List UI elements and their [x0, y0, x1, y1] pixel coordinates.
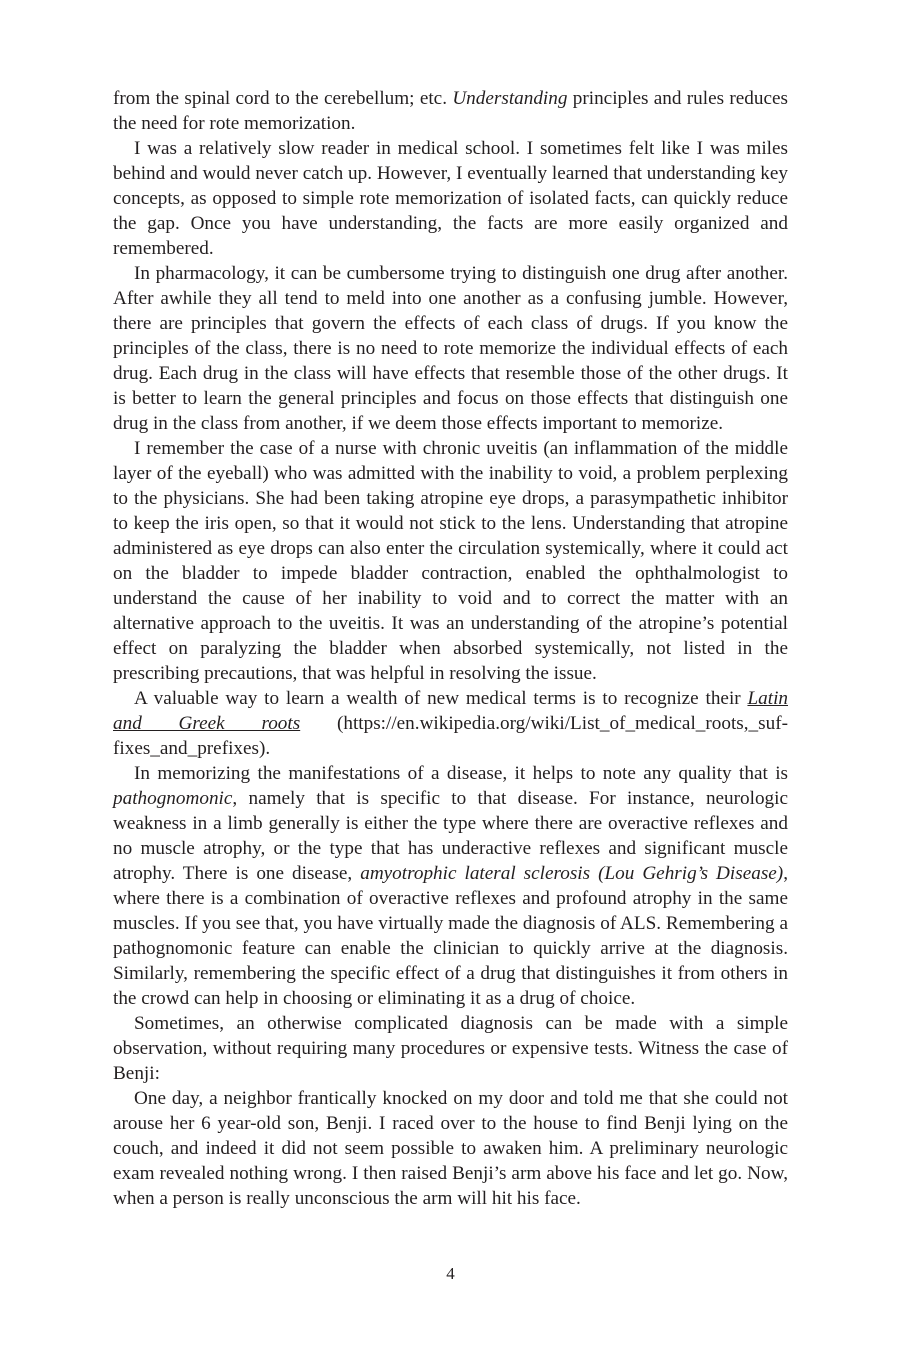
latin-greek-roots-link[interactable]: Latin and Greek roots [113, 688, 788, 734]
text-run: , namely that is specific to that disease. For instance, neurologic weakness in a limb generally is either the type where there are overactive reflexes and no muscle atrophy, or the type that has underactive reflexes and significant muscle atrophy. There is one disease, [113, 788, 788, 884]
text-run: , where there is a combination of overactive reflexes and profound atrophy in the same muscles. If you see that, you have virtually made the diagnosis of ALS. Remembering a pathognomonic feature can enable the clinician to quickly arrive at the diagnosis. Similarly, remembering the specific effect of a drug that distinguishes it from others in the crowd can help in choosing or eliminating it as a drug of choice. [113, 863, 788, 1009]
paragraph-pathognomonic [113, 761, 788, 1011]
page-body [113, 86, 788, 1211]
paragraph-medical-roots [113, 686, 788, 761]
italic-term: Understanding [452, 88, 568, 109]
paragraph-benji-case: One day, a neighbor frantically knocked on my door and told me that she could not arouse her 6 year-old son, Benji. I raced over to the house to find Benji lying on the couch, and indeed it did not seem possible to awaken him. A preliminary neurologic exam revealed nothing wrong. I then raised Benji’s arm above his face and let go. Now, when a person is really unconscious the arm will hit his face. [113, 1088, 788, 1209]
text-run: A valuable way to learn a wealth of new medical terms is to recognize their [134, 688, 748, 709]
text-run: principles and rules reduces the need for rote memorization. [113, 88, 788, 134]
italic-term: amyotrophic lateral sclerosis (Lou Gehrig’s Disease) [360, 863, 784, 884]
text-run: In memorizing the manifestations of a disease, it helps to note any quality that is [134, 763, 788, 784]
page-number: 4 [446, 1264, 455, 1283]
italic-term: pathognomonic [113, 788, 233, 809]
paragraph-slow-reader: I was a relatively slow reader in medical school. I sometimes felt like I was miles behind and would never catch up. However, I eventually learned that understanding key concepts, as opposed to simple rote memorization of isolated facts, can quickly reduce the gap. Once you have understanding, the facts are more easily organized and remembered. [113, 138, 788, 259]
text-run: from the spinal cord to the cerebellum; etc. [113, 88, 453, 109]
paragraph-uveitis-case: I remember the case of a nurse with chronic uveitis (an inflammation of the middle layer of the eyeball) who was admitted with the inability to void, a problem perplexing to the physicians. She had been taking atropine eye drops, a parasympathetic inhibitor to keep the iris open, so that it would not stick to the lens. Understanding that atropine administered as eye drops can also enter the circulation systemically, where it could act on the bladder to impede bladder contraction, enabled the ophthalmologist to understand the cause of her inability to void and to correct the matter with an alternative approach to the uveitis. It was an understanding of the atropine’s potential effect on paralyzing the bladder when absorbed systemically, not listed in the prescribing precautions, that was helpful in resolving the issue. [113, 438, 788, 684]
paragraph-pharmacology: In pharmacology, it can be cumbersome trying to distinguish one drug after another. After awhile they all tend to meld into one another as a confusing jumble. However, there are principles that govern the effects of each class of drugs. If you know the principles of the class, there is no need to rote memorize the individual effects of each drug. Each drug in the class will have effects that resemble those of the other drugs. It is better to learn the general principles and focus on those effects that distinguish one drug in the class from another, if we deem those effects important to memorize. [113, 263, 788, 434]
paragraph-continuation [113, 86, 788, 136]
paragraph-simple-observation: Sometimes, an otherwise complicated diagnosis can be made with a simple observation, without requiring many procedures or expensive tests. Witness the case of Benji: [113, 1013, 788, 1084]
text-run: (https://en.wikipedia.org/wiki/List_of_medical_roots,_suffixes_and_prefixes). [113, 713, 788, 759]
